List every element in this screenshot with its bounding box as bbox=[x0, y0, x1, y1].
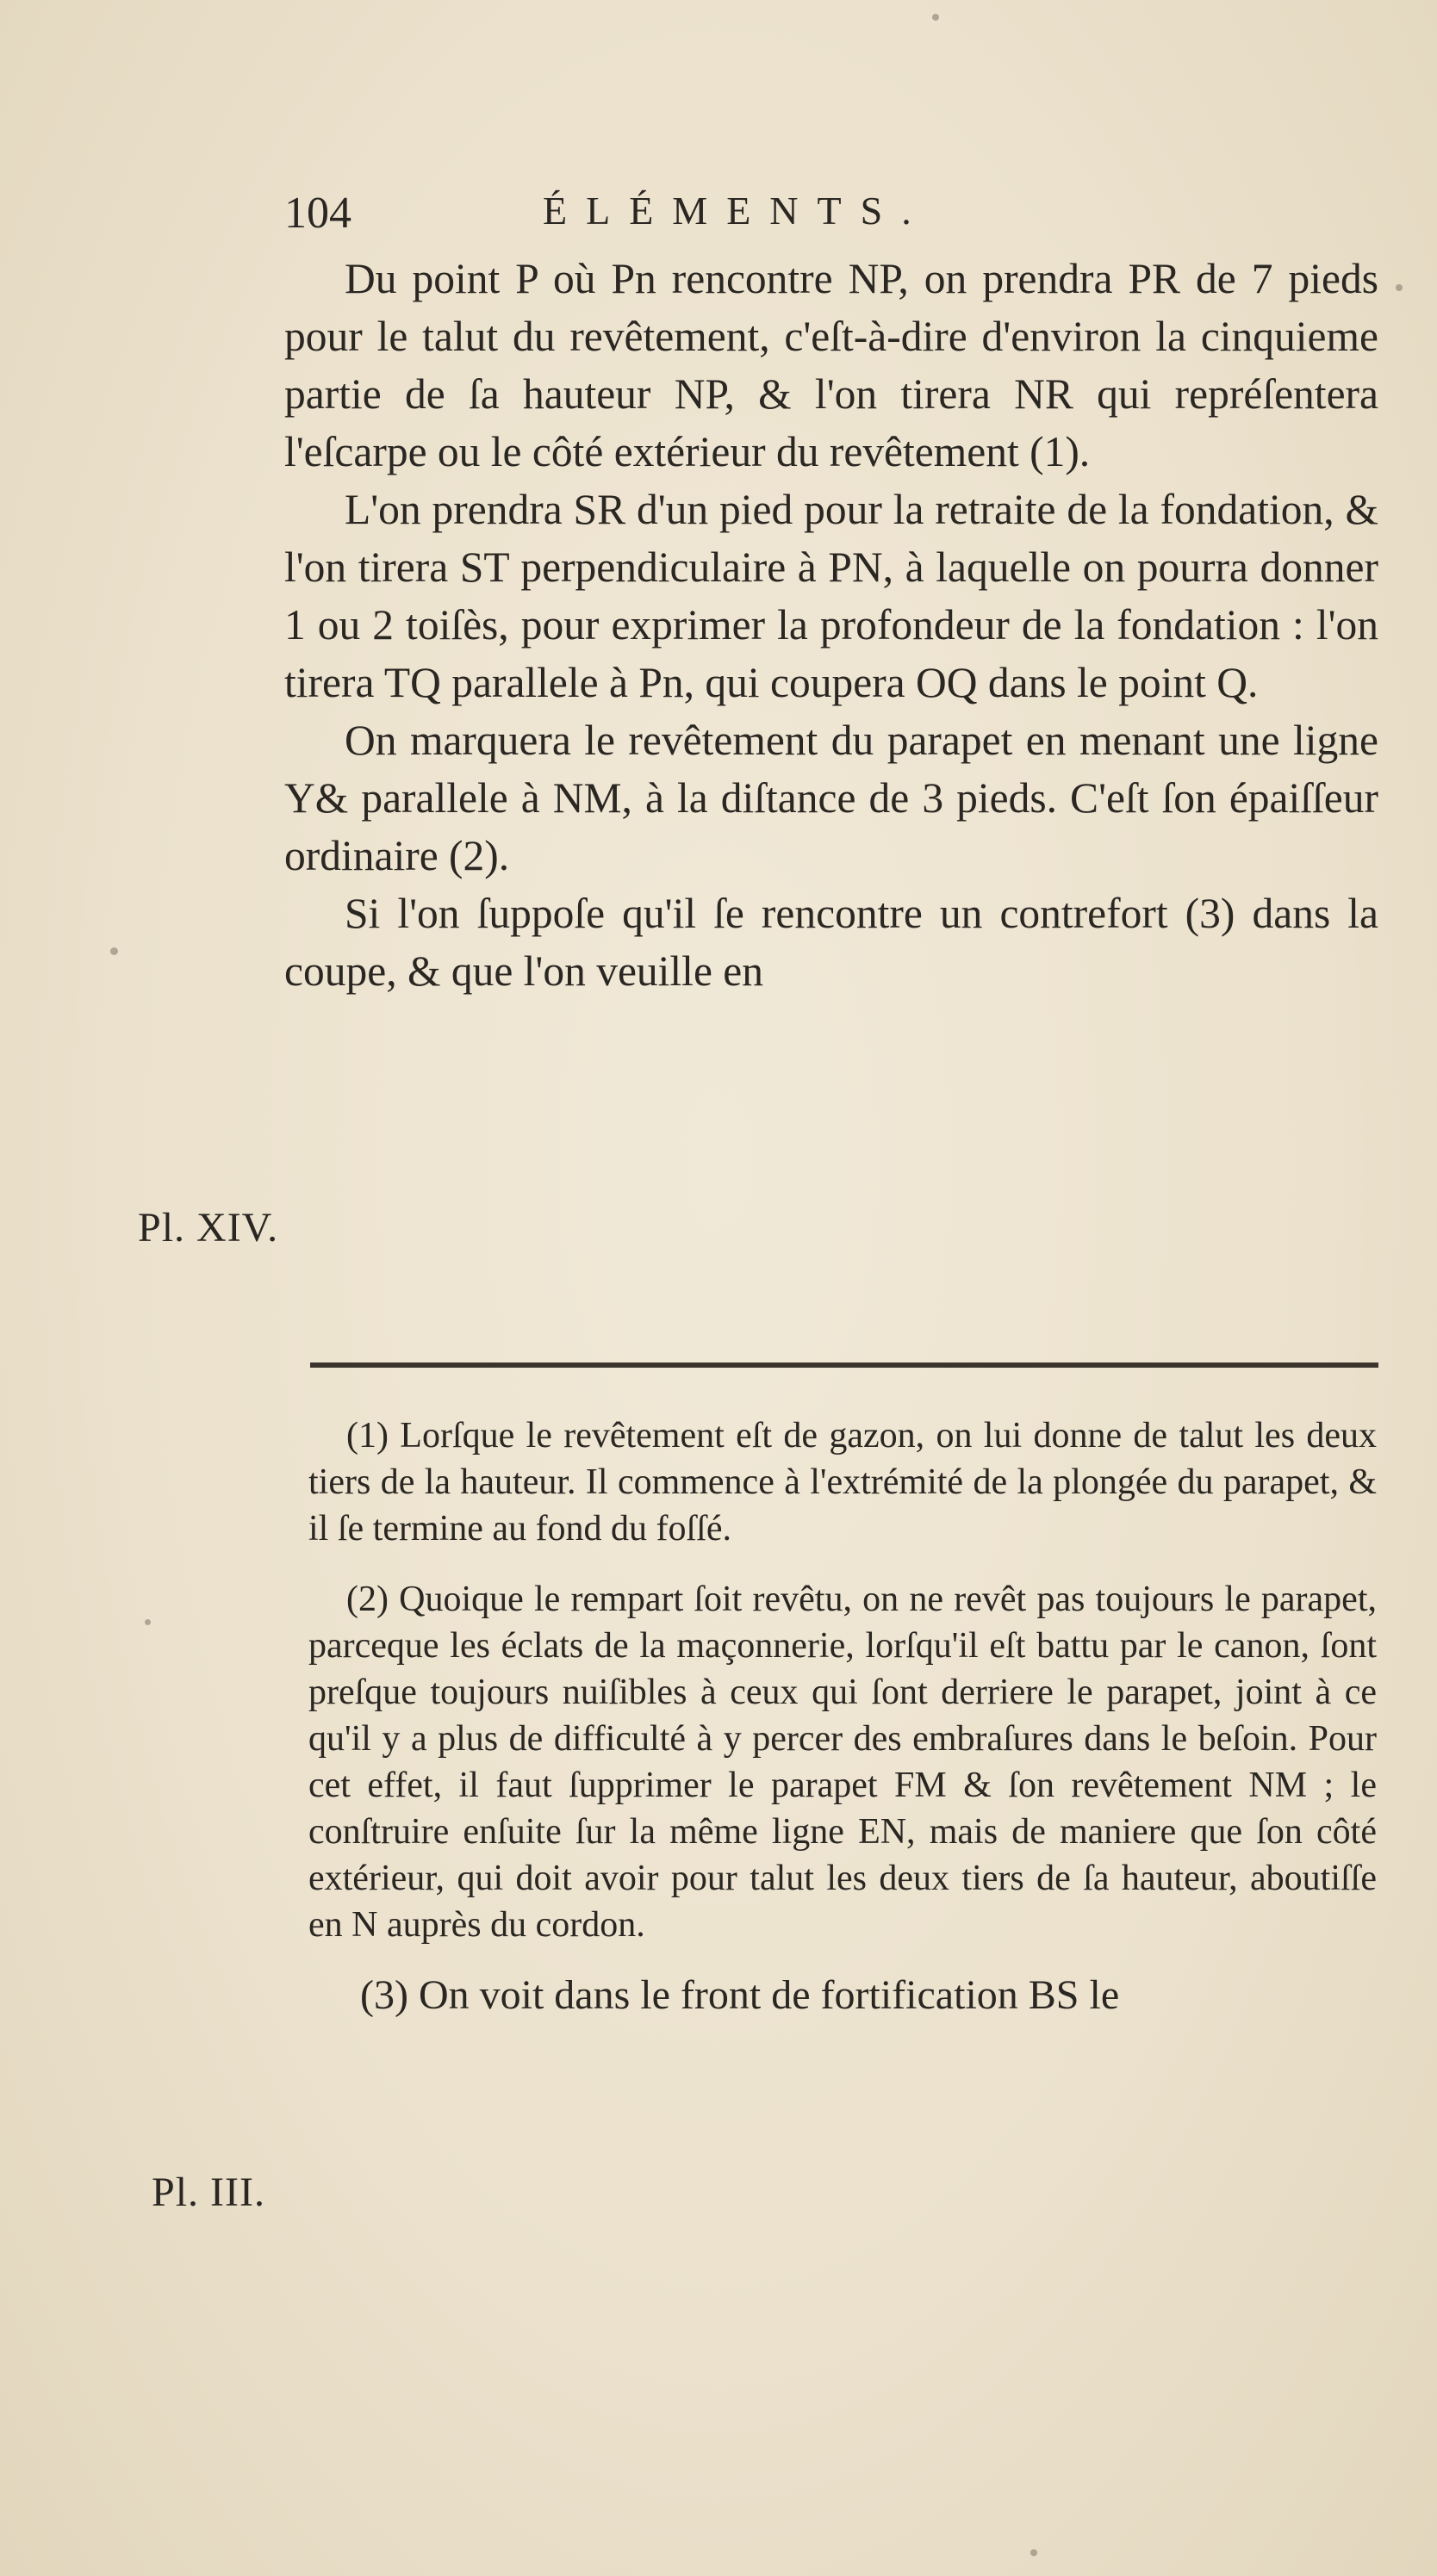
footnote: (3) On voit dans le front de fortification BS le bbox=[360, 1972, 1120, 2018]
footnote: (2) Quoique le rempart ſoit revêtu, on ne revêt pas toujours le parapet, parceque les éclats de la maçonnerie, lorſqu'il eſt battu par le canon, ſont preſque toujours nuiſibles à ceux qui ſont derriere le parapet, joint à ce qu'il y a plus de difficulté à y percer des embraſures dans le beſoin. Pour cet effet, il faut ſupprimer le parapet FM & ſon revêtement NM ; le conſtruire enſuite ſur la même ligne EN, mais de maniere que ſon côté extérieur, qui doit avoir pour talut les deux tiers de ſa hauteur, aboutiſſe en N auprès du cordon. bbox=[308, 1580, 1377, 1945]
paper-spot bbox=[110, 947, 118, 955]
footnotes bbox=[308, 1412, 1377, 2043]
body-text bbox=[284, 250, 1378, 1000]
paragraph: Si l'on ſuppoſe qu'il ſe rencontre un contrefort (3) dans la coupe, & que l'on veuille en bbox=[284, 890, 1378, 995]
paper-spot bbox=[932, 14, 939, 21]
margin-note-plate-xiv: Pl. XIV. bbox=[138, 1205, 279, 1251]
paper-spot bbox=[145, 1619, 151, 1625]
page-header bbox=[284, 188, 1378, 248]
running-title: ÉLÉMENTS. bbox=[543, 189, 930, 233]
footnote: (1) Lorſque le revêtement eſt de gazon, on lui donne de talut les deux tiers de la hauteur. Il commence à l'extrémité de la plongée du parapet, & il ſe termine au fond du foſſé. bbox=[308, 1416, 1377, 1549]
paper-spot bbox=[1030, 2549, 1037, 2556]
paragraph: On marquera le revêtement du parapet en menant une ligne Y& parallele à NM, à la diſtance de 3 pieds. C'eſt ſon épaiſſeur ordinaire (2). bbox=[284, 717, 1378, 879]
paragraph: Du point P où Pn rencontre NP, on prendra PR de 7 pieds pour le talut du revêtement, c'eſt-à-dire d'environ la cinquieme partie de ſa hauteur NP, & l'on tirera NR qui repréſentera l'eſcarpe ou le côté extérieur du revêtement (1). bbox=[284, 255, 1378, 475]
paper-spot bbox=[1396, 284, 1403, 291]
paragraph: L'on prendra SR d'un pied pour la retraite de la fondation, & l'on tirera ST perpendiculaire à PN, à laquelle on pourra donner 1 ou 2 toiſès, pour exprimer la profondeur de la fondation : l'on tirera TQ parallele à Pn, qui coupera OQ dans le point Q. bbox=[284, 486, 1378, 706]
footnote-rule bbox=[310, 1362, 1378, 1368]
page-number: 104 bbox=[284, 189, 351, 238]
margin-note-plate-iii: Pl. III. bbox=[152, 2169, 265, 2215]
